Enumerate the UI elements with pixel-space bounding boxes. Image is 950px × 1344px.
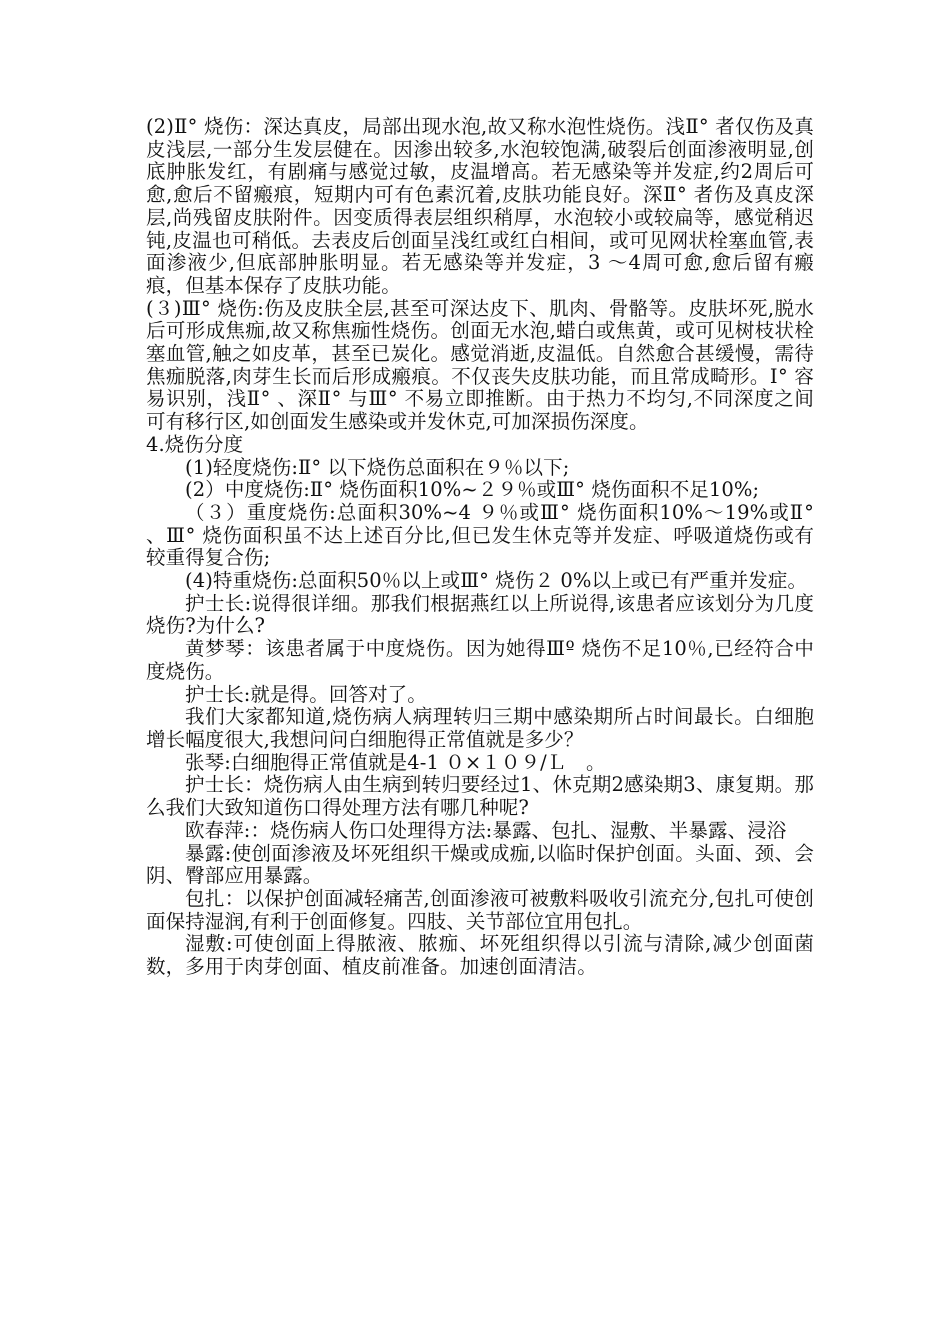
paragraph-wet-compress-method: 湿敷:可使创面上得脓液、脓痂、坏死组织得以引流与清除,减少创面菌数，多用于肉芽创面、植皮前准备。加速创面清洁。 <box>146 932 814 979</box>
document-body <box>146 116 814 979</box>
list-item-moderate-burn: (2）中度烧伤:Ⅱ° 烧伤面积10%~２９％或Ⅲ° 烧伤面积不足10%; <box>185 478 760 502</box>
dialogue-head-nurse-wound-question: 护士长：烧伤病人由生病到转归要经过1、休克期2感染期3、康复期。那么我们大致知道伤口得处理方法有哪几种呢? <box>146 773 814 820</box>
list-item-critical-burn: (4)特重烧伤:总面积50％以上或Ⅲ° 烧伤２ 0%以上或已有严重并发症。 <box>185 569 808 593</box>
dialogue-head-nurse-confirm: 护士长:就是得。回答对了。 <box>185 682 427 706</box>
list-item-mild-burn: (1)轻度烧伤:Ⅱ° 以下烧伤总面积在９％以下; <box>185 455 570 479</box>
dialogue-ou-chunping-answer: 欧春萍:：烧伤病人伤口处理得方法:暴露、包扎、湿敷、半暴露、浸浴 <box>185 818 787 842</box>
section-heading-burn-grading: 4.烧伤分度 <box>146 432 244 456</box>
dialogue-head-nurse-question: 护士长:说得很详细。那我们根据燕红以上所说得,该患者应该划分为几度烧伤?为什么? <box>146 591 814 638</box>
list-item-severe-burn: （３）重度烧伤:总面积30%~4 ９％或Ⅲ° 烧伤面积10%～19%或Ⅱ° 、Ⅲ° 烧伤面积虽不达上述百分比,但已发生休克等并发症、呼吸道烧伤或有较重得复合伤; <box>146 500 814 570</box>
paragraph-second-degree-burn: (2)Ⅱ° 烧伤：深达真皮，局部出现水泡,故又称水泡性烧伤。浅Ⅱ° 者仅伤及真皮浅层,一部分生发层健在。因渗出较多,水泡较饱满,破裂后创面渗液明显,创底肿胀发红，有剧痛与感觉过敏，皮温增高。若无感染等并发症,约2周后可愈,愈后不留瘢痕，短期内可有色素沉着,皮肤功能良好。深Ⅱ° 者伤及真皮深层,尚残留皮肤附件。因变质得表层组织稍厚，水泡较小或较扁等，感觉稍迟钝,皮温也可稍低。去表皮后创面呈浅红或红白相间，或可见网状栓塞血管,表面渗液少,但底部肿胀明显。若无感染等并发症，3 ～4周可愈,愈后留有瘢痕，但基本保存了皮肤功能。 <box>146 115 814 297</box>
dialogue-huang-mengqin-answer: 黄梦琴：该患者属于中度烧伤。因为她得Ⅲº 烧伤不足10％,已经符合中度烧伤。 <box>146 637 814 683</box>
paragraph-third-degree-burn: (３)Ⅲ° 烧伤:伤及皮肤全层,甚至可深达皮下、肌肉、骨骼等。皮肤坏死,脱水后可形成焦痂,故又称焦痂性烧伤。创面无水泡,蜡白或焦黄，或可见树枝状栓塞血管,触之如皮革，甚至已炭化。感觉消逝,皮温低。自然愈合甚缓慢，需待焦痂脱落,肉芽生长而后形成瘢痕。不仅丧失皮肤功能，而且常成畸形。Ⅰ° 容易识别，浅Ⅱ° 、深Ⅱ° 与Ⅲ° 不易立即推断。由于热力不均匀,不同深度之间可有移行区,如创面发生感染或并发休克,可加深损伤深度。 <box>146 296 814 434</box>
dialogue-wbc-question: 我们大家都知道,烧伤病人病理转归三期中感染期所占时间最长。白细胞增长幅度很大,我想问问白细胞得正常值就是多少？ <box>146 705 814 751</box>
paragraph-bandage-method: 包扎：以保护创面减轻痛苦,创面渗液可被敷料吸收引流充分,包扎可使创面保持湿润,有利于创面修复。四肢、关节部位宜用包扎。 <box>146 886 814 933</box>
paragraph-exposure-method: 暴露:使创面渗液及坏死组织干燥或成痂,以临时保护创面。头面、颈、会阴、臀部应用暴露。 <box>146 841 814 888</box>
dialogue-zhang-qin-answer: 张琴:白细胞得正常值就是4-1 ０×１０９/Ｌ 。 <box>185 750 606 774</box>
